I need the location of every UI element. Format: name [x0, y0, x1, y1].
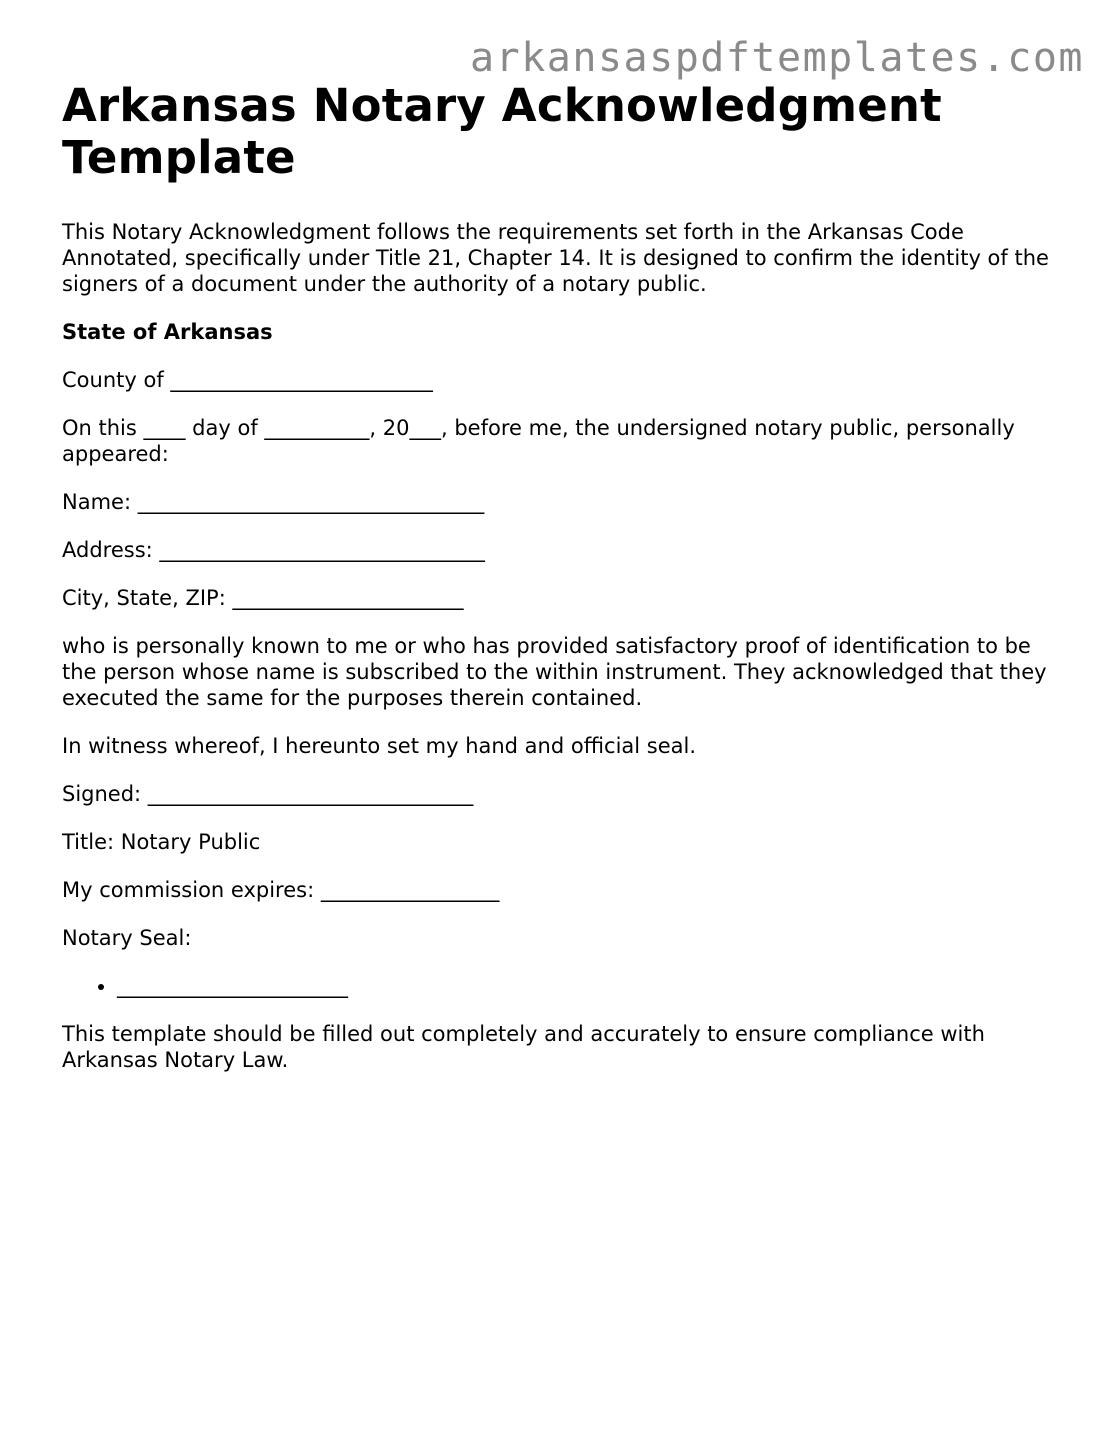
watermark: arkansaspdftemplates.com	[470, 35, 1084, 81]
signed-line: Signed: _______________________________	[62, 782, 474, 806]
identity-paragraph: who is personally known to me or who has provided satisfactory proof of identification to be the person whose name is subscribed to the within instrument. They acknowledged that they executed the same for the purposes therein contained.	[62, 634, 1047, 710]
list-item: • ______________________	[117, 973, 1062, 999]
notary-seal-label: Notary Seal:	[62, 926, 192, 950]
date-line: On this ____ day of __________, 20___, before me, the undersigned notary public, personally appeared:	[62, 416, 1015, 466]
commission-expires-line: My commission expires: _________________	[62, 878, 500, 902]
address-line: Address: _______________________________	[62, 538, 485, 562]
closing-paragraph: This template should be filled out completely and accurately to ensure compliance with Arkansas Notary Law.	[62, 1022, 985, 1072]
notary-seal-list	[62, 973, 1062, 999]
intro-paragraph: This Notary Acknowledgment follows the requirements set forth in the Arkansas Code Annotated, specifically under Title 21, Chapter 14. It is designed to confirm the identity of the signers of a document under the authority of a notary public.	[62, 220, 1049, 296]
county-line: County of _________________________	[62, 368, 433, 392]
city-state-zip-line: City, State, ZIP: ______________________	[62, 586, 464, 610]
notary-title-line: Title: Notary Public	[62, 830, 261, 854]
document-body	[62, 80, 1062, 1073]
state-heading: State of Arkansas	[62, 320, 273, 344]
witness-line: In witness whereof, I hereunto set my hand and official seal.	[62, 734, 697, 758]
name-line: Name: _________________________________	[62, 490, 485, 514]
page-title: Arkansas Notary Acknowledgment Template	[62, 79, 942, 184]
